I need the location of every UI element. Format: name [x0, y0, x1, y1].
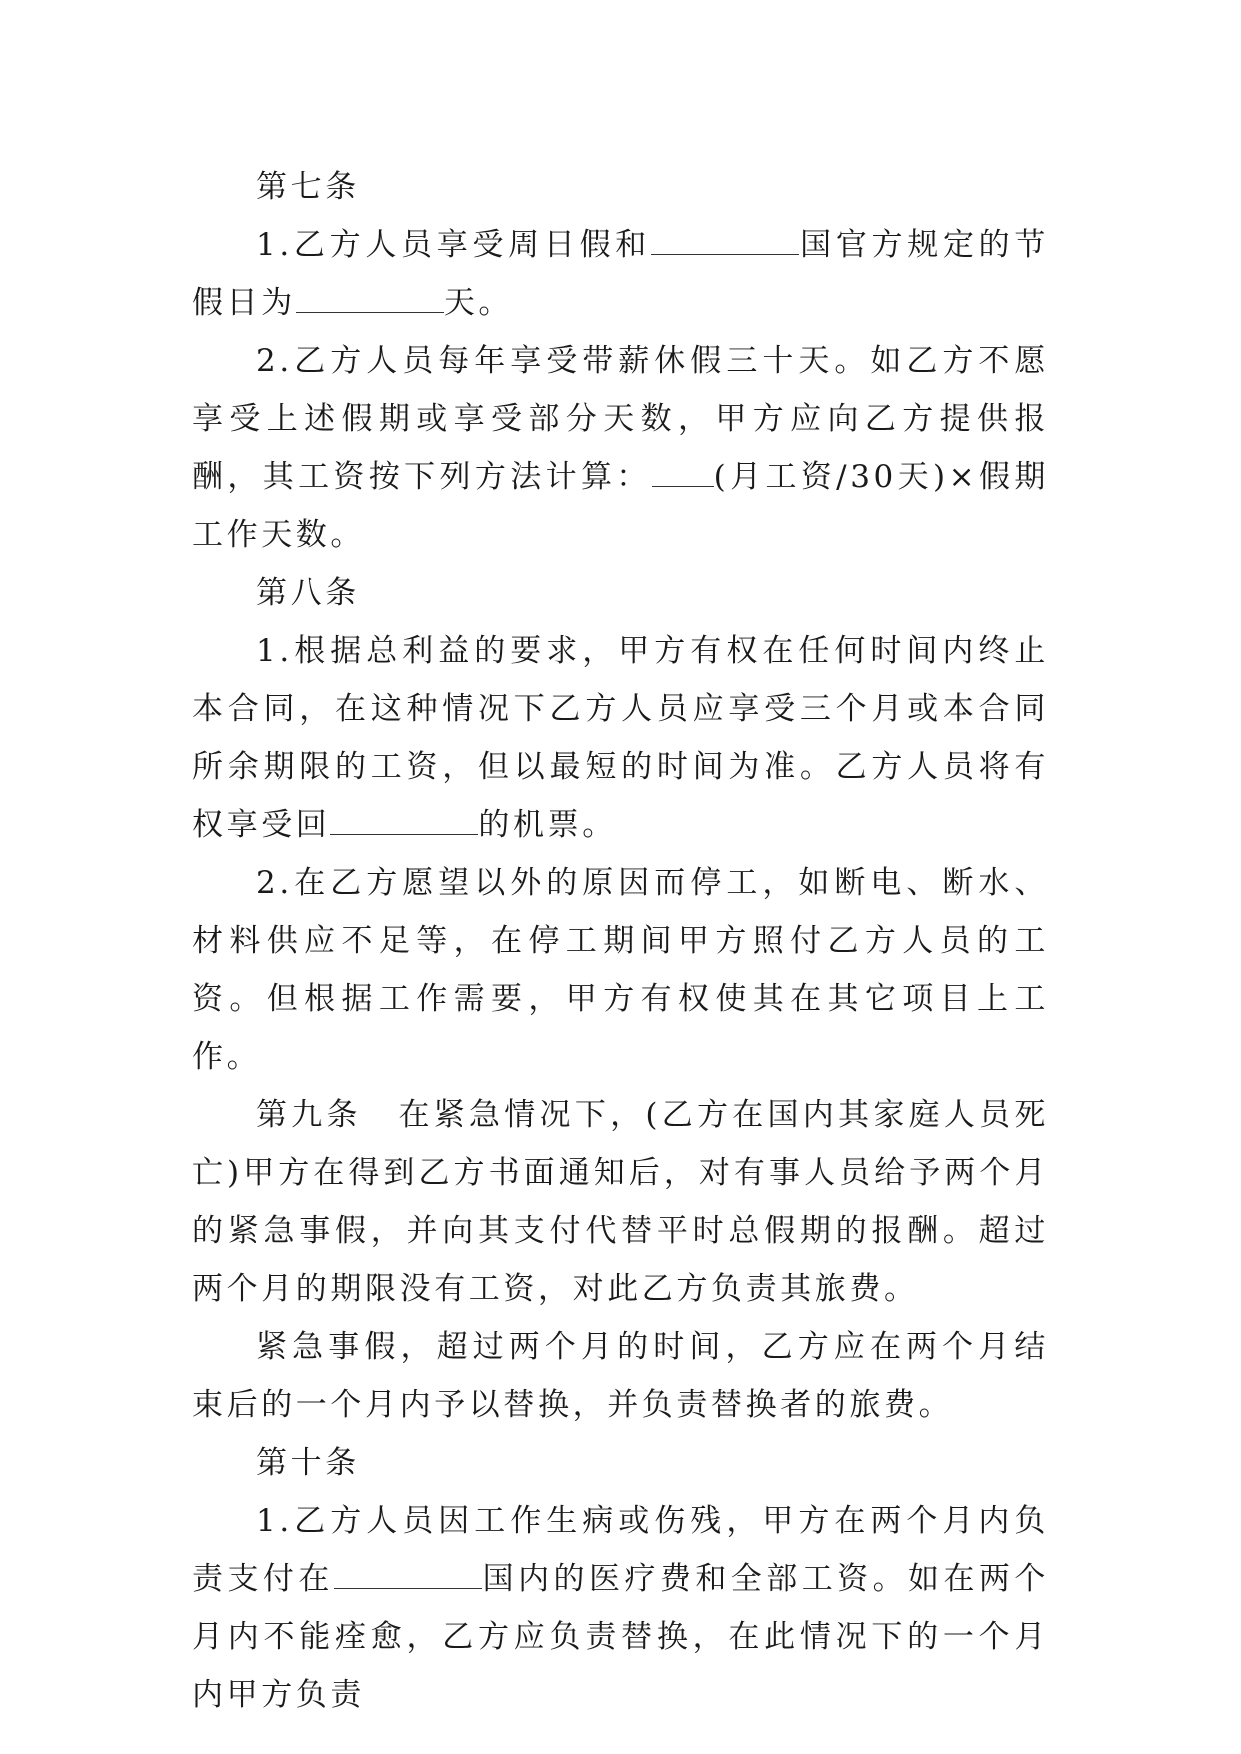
- article-9-paragraph-1: 第九条 在紧急情况下，(乙方在国内其家庭人员死亡)甲方在得到乙方书面通知后，对有事人员给予两个月的紧急事假，并向其支付代替平时总假期的报酬。超过两个月的期限没有工资，对此乙方负责其旅费。: [192, 1097, 1049, 1307]
- article-7-paragraph-2: 2.乙方人员每年享受带薪休假三十天。如乙方不愿享受上述假期或享受部分天数，甲方应向乙方提供报酬，其工资按下列方法计算： (月工资/30天)×假期工作天数。: [192, 343, 1049, 553]
- fill-in-blank[interactable]: [296, 288, 444, 313]
- fill-in-blank[interactable]: [334, 1564, 482, 1589]
- article-8-paragraph-1: 1.根据总利益的要求，甲方有权在任何时间内终止本合同，在这种情况下乙方人员应享受三个月或本合同所余期限的工资，但以最短的时间为准。乙方人员将有权享受回 的机票。: [192, 633, 1049, 843]
- fill-in-blank[interactable]: [651, 230, 799, 255]
- article-9-paragraph-2: 紧急事假，超过两个月的时间，乙方应在两个月结束后的一个月内予以替换，并负责替换者的旅费。: [192, 1329, 1049, 1423]
- fill-in-blank[interactable]: [652, 462, 714, 487]
- article-7-heading: 第七条: [256, 169, 360, 205]
- article-10-paragraph-1: 1.乙方人员因工作生病或伤残，甲方在两个月内负责支付在 国内的医疗费和全部工资。如在两个月内不能痊愈，乙方应负责替换，在此情况下的一个月内甲方负责: [192, 1503, 1049, 1713]
- document-page: [192, 158, 1049, 1724]
- article-8-paragraph-2: 2.在乙方愿望以外的原因而停工，如断电、断水、材料供应不足等，在停工期间甲方照付乙方人员的工资。但根据工作需要，甲方有权使其在其它项目上工作。: [192, 865, 1049, 1075]
- fill-in-blank[interactable]: [330, 810, 478, 835]
- article-8-heading: 第八条: [256, 575, 360, 611]
- article-10-heading: 第十条: [256, 1445, 360, 1481]
- article-7-paragraph-1: 1.乙方人员享受周日假和 国官方规定的节假日为 天。: [192, 227, 1049, 321]
